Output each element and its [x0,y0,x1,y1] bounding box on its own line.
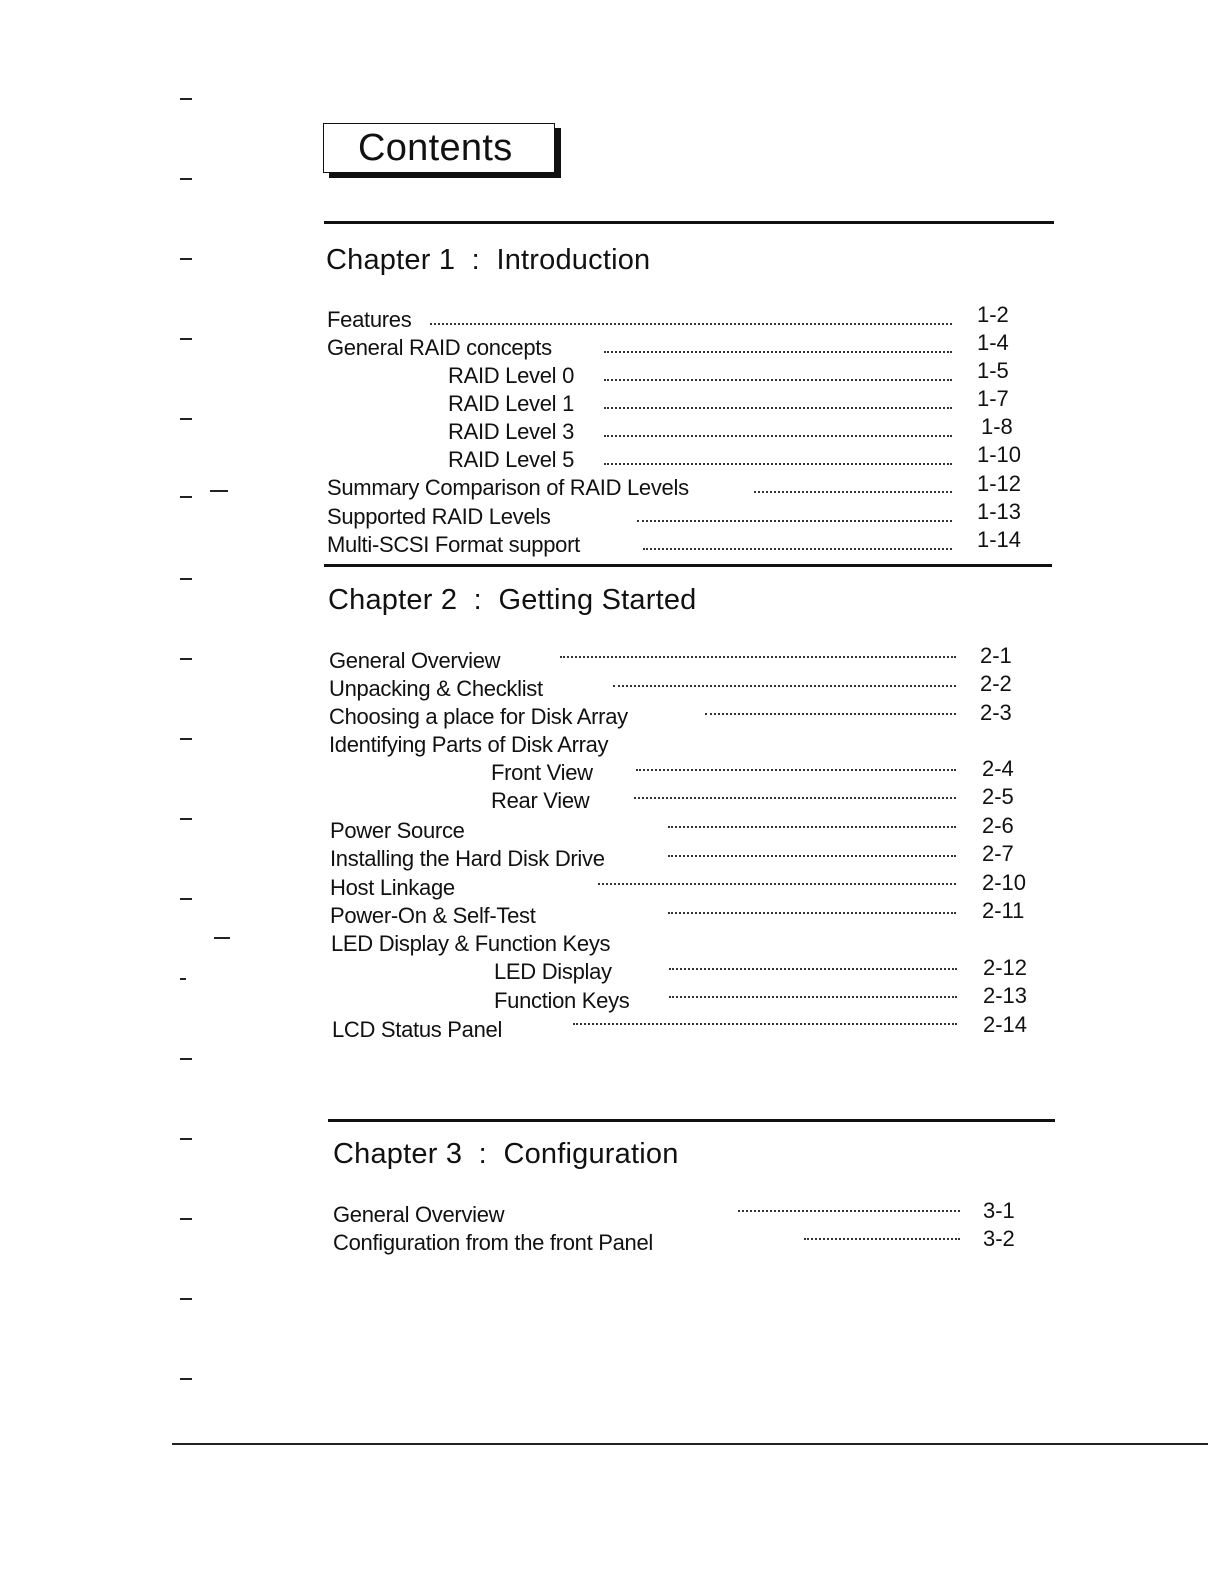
chapter-2-heading: Chapter 2 : Getting Started [328,584,697,616]
toc-entry-leader [668,826,956,828]
title-box [323,123,555,173]
toc-entry-page: 1-10 [977,442,1022,467]
toc-entry-page: 1-13 [977,499,1022,524]
toc-entry-leader [668,912,956,914]
chapter-3-heading: Chapter 3 : Configuration [333,1138,679,1170]
margin-mark [180,1218,192,1220]
toc-entry-leader [804,1238,960,1240]
margin-mark [180,1298,192,1300]
toc-entry-leader [430,323,952,325]
toc-entry-page: 1-8 [981,414,1013,439]
toc-entry-label: Multi-SCSI Format support [327,532,580,557]
toc-entry-label: Identifying Parts of Disk Array [329,732,609,757]
toc-entry-label: RAID Level 1 [448,391,575,416]
toc-entry-page: 2-4 [982,756,1014,781]
toc-entry-label: Choosing a place for Disk Array [329,704,628,729]
margin-mark [180,418,192,420]
toc-entry-leader [604,463,952,465]
margin-mark [180,818,192,820]
margin-mark [180,258,192,260]
toc-entry-leader [668,855,956,857]
toc-entry-leader [604,435,952,437]
toc-entry-page: 1-12 [977,471,1022,496]
toc-entry-page: 2-13 [983,983,1028,1008]
toc-entry-page: 1-14 [977,527,1022,552]
toc-entry-label: Unpacking & Checklist [329,676,543,701]
toc-entry-page: 2-5 [982,784,1014,809]
margin-mark [180,178,192,180]
toc-entry-leader [643,548,952,550]
margin-mark [180,738,192,740]
page-title: Contents [358,127,513,169]
toc-entry-label: LCD Status Panel [332,1017,503,1042]
toc-entry-leader [560,656,956,658]
margin-mark [180,978,186,980]
toc-entry-leader [738,1210,960,1212]
toc-entry-label: LED Display [494,959,612,984]
toc-entry-leader [604,351,952,353]
toc-entry-label: General RAID concepts [327,335,552,360]
toc-entry-leader [634,797,956,799]
toc-entry-label: Summary Comparison of RAID Levels [327,475,689,500]
toc-entry-label: RAID Level 0 [448,363,575,388]
chapter-1-rule [324,221,1054,224]
toc-entry-leader [604,407,952,409]
toc-entry-leader [636,769,956,771]
margin-mark [180,1378,192,1380]
toc-entry-page: 1-2 [977,302,1009,327]
margin-mark [180,496,192,498]
toc-entry-page: 2-12 [983,955,1028,980]
toc-entry-label: Rear View [491,788,590,813]
toc-entry-label: Function Keys [494,988,630,1013]
toc-entry-leader [705,713,956,715]
toc-entry-label: General Overview [329,648,501,673]
toc-entry-page: 2-14 [983,1012,1028,1037]
toc-entry-page: 2-10 [982,870,1027,895]
toc-entry-leader [637,520,952,522]
toc-entry-page: 2-3 [980,700,1012,725]
toc-entry-label: Host Linkage [330,875,455,900]
toc-entry-page: 1-5 [977,358,1009,383]
toc-entry-leader [598,883,956,885]
footer-rule [172,1443,1208,1445]
toc-entry-leader [754,491,952,493]
toc-entry-page: 2-6 [982,813,1014,838]
toc-entry-page: 2-7 [982,841,1014,866]
toc-entry-label: Features [327,307,412,332]
toc-entry-leader [613,685,956,687]
toc-entry-label: General Overview [333,1202,505,1227]
toc-entry-page: 1-4 [977,330,1009,355]
margin-mark [214,937,230,939]
toc-entry-label: RAID Level 5 [448,447,575,472]
toc-entry-page: 2-2 [980,671,1012,696]
margin-mark [180,1138,192,1140]
toc-entry-leader [669,996,957,998]
toc-entry-page: 3-2 [983,1226,1015,1251]
toc-entry-leader [604,379,952,381]
toc-entry-page: 1-7 [977,386,1009,411]
toc-entry-page: 2-1 [980,643,1012,668]
toc-entry-label: Power Source [330,818,465,843]
chapter-3-rule [328,1119,1055,1122]
margin-mark [180,658,192,660]
toc-entry-label: Supported RAID Levels [327,504,551,529]
margin-mark [180,1058,192,1060]
chapter-1-heading: Chapter 1 : Introduction [326,244,651,276]
margin-mark [210,490,228,492]
toc-entry-page: 2-11 [982,898,1025,923]
toc-entry-label: Configuration from the front Panel [333,1230,653,1255]
toc-entry-label: Installing the Hard Disk Drive [330,846,605,871]
toc-entry-page: 3-1 [983,1198,1015,1223]
chapter-2-rule [324,564,1052,567]
toc-entry-leader [573,1023,957,1025]
toc-entry-label: LED Display & Function Keys [331,931,611,956]
toc-entry-label: Front View [491,760,593,785]
margin-mark [180,338,192,340]
toc-entry-label: Power-On & Self-Test [330,903,536,928]
margin-mark [180,898,192,900]
toc-entry-label: RAID Level 3 [448,419,575,444]
margin-mark [180,98,192,100]
margin-mark [180,578,192,580]
toc-entry-leader [669,968,957,970]
